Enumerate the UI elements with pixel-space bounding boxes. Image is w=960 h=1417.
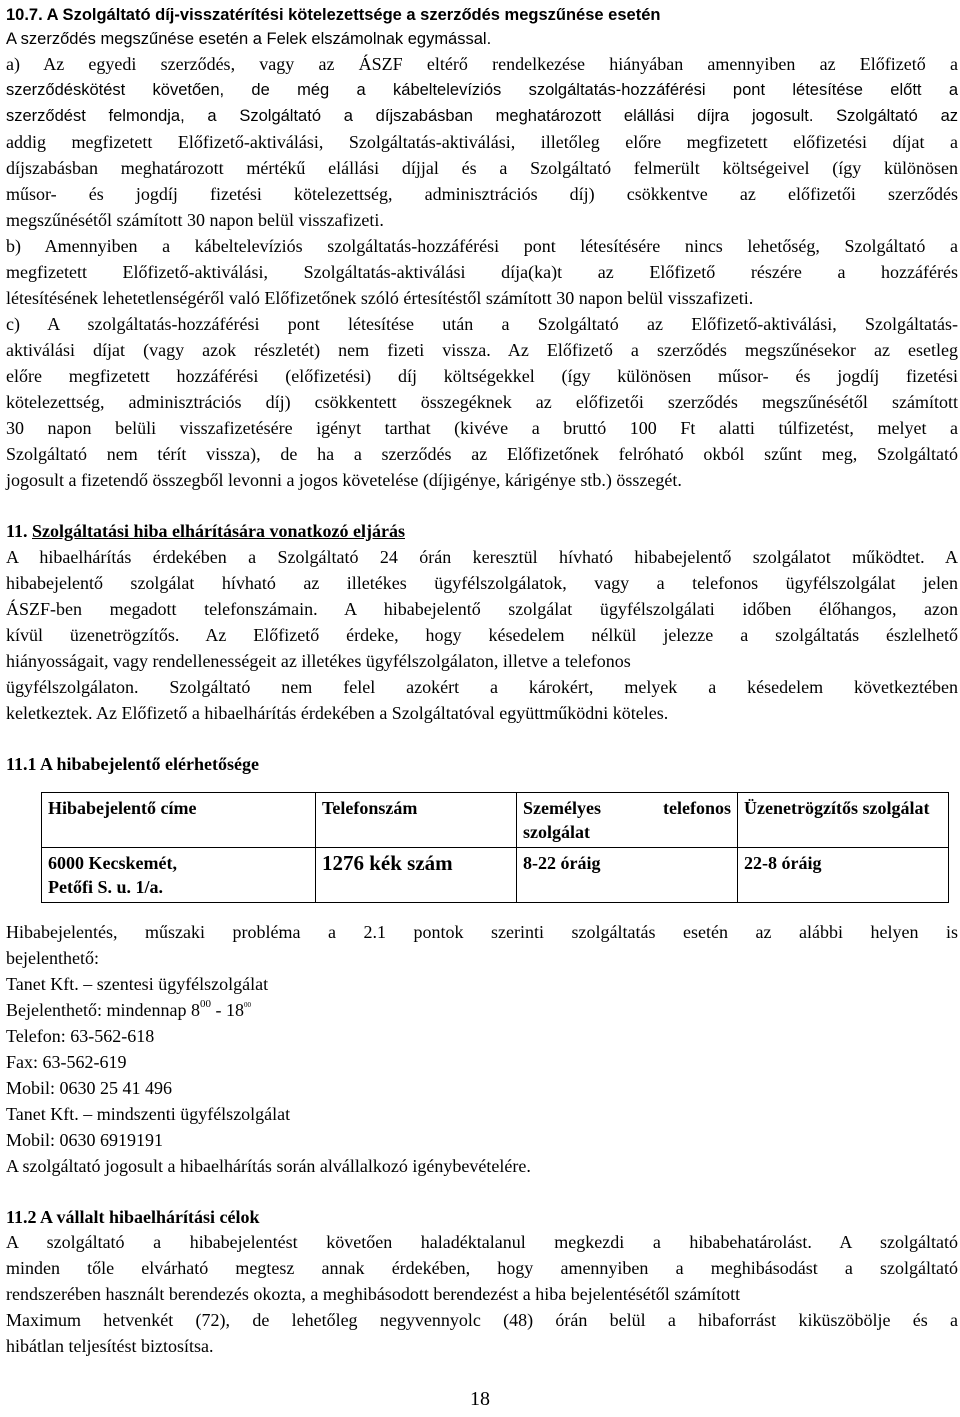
contact-line: Telefon: 63-562-618: [6, 1026, 155, 1046]
table-header-cell: Üzenetrögzítős szolgálat: [738, 793, 949, 848]
paragraph-line: addig megfizetett Előfizető-aktiválási, Szolgáltatás-aktiválási, illetőleg előre megfizetett előfizetési díjat a: [6, 132, 958, 152]
address-line: Petőfi S. u. 1/a.: [48, 877, 163, 897]
hours-start-sup: 00: [199, 998, 211, 1010]
address-line: 6000 Kecskemét,: [48, 853, 177, 873]
paragraph-line: szerződéskötést követően, de még a kábeltelevíziós szolgáltatás-hozzáférési pont létesítése előtt a: [6, 81, 958, 99]
section-title: Szolgáltatási hiba elhárítására vonatkozó eljárás: [32, 521, 405, 541]
contact-table: [41, 792, 949, 903]
table-cell-address: [42, 848, 316, 903]
paragraph-line: A hibaelhárítás érdekében a Szolgáltató 24 órán keresztül hívható hibabejelentő szolgálatot működtet. A: [6, 547, 958, 567]
paragraph-line: Maximum hetvenkét (72), de lehetőleg negyvennyolc (48) órán belül a hibaforrást kiküszöbölje és a: [6, 1310, 958, 1330]
paragraph-line: rendszerében használt berendezés okozta, a meghibásodott berendezést a hiba bejelentésétől számított: [6, 1284, 741, 1304]
paragraph-line: a) Az egyedi szerződés, vagy az ÁSZF eltérő rendelkezése hiányában amennyiben az Előfizető a: [6, 54, 958, 74]
table-header-cell: Hibabejelentő címe: [42, 793, 316, 848]
table-cell-personal: 8-22 óráig: [517, 848, 738, 903]
table-cell-phone: 1276 kék szám: [316, 848, 517, 903]
paragraph-line: 30 napon belüli visszafizetésére igényt tarthat (kivéve a bruttó 100 Ft alatti túlfizetést, melyet a: [6, 418, 958, 438]
contact-line: Tanet Kft. – mindszenti ügyfélszolgálat: [6, 1104, 291, 1124]
section-heading-10-7: 10.7. A Szolgáltató díj-visszatérítési kötelezettsége a szerződés megszűnése esetén: [6, 6, 661, 24]
paragraph-line: díjszabásban meghatározott mértékű elállási díjjal és a Szolgáltató felmerült költségeivel (így különösen: [6, 158, 958, 178]
paragraph-line: jogosult a fizetendő összegből levonni a jogos követelése (díjigénye, kárigénye stb.) összegét.: [6, 470, 682, 490]
paragraph-line: A szolgáltató a hibabejelentést követően haladéktalanul megkezdi a hibabehatárolást. A szolgáltató: [6, 1232, 958, 1252]
contact-line: Tanet Kft. – szentesi ügyfélszolgálat: [6, 974, 269, 994]
paragraph-line: b) Amennyiben a kábeltelevíziós szolgáltatás-hozzáférési pont létesítésére nincs lehetőség, Szolgáltató a: [6, 236, 958, 256]
paragraph-line: keletkeztek. Az Előfizető a hibaelhárítás érdekében a Szolgáltatóval együttműködni köteles.: [6, 703, 669, 723]
table-cell-recorder: 22-8 óráig: [738, 848, 949, 903]
hours-line: [6, 997, 958, 1023]
paragraph-line: műsor- és jogdíj fizetési kötelezettség, adminisztrációs díj) csökkentve az előfizetői szerződés: [6, 184, 958, 204]
paragraph-line: ügyfélszolgálaton. Szolgáltató nem felel azokért a károkért, melyek a késedelem következtében: [6, 677, 958, 697]
hours-prefix: Bejelenthető: mindennap 8: [6, 1000, 200, 1020]
paragraph-line: bejelenthető:: [6, 948, 99, 968]
paragraph-line: létesítésének lehetetlenségéről való Előfizetőnek szóló értesítéstől számított 30 napon belül visszafizeti.: [6, 288, 754, 308]
paragraph-line: megfizetett Előfizető-aktiválási, Szolgáltatás-aktiválási díja(ka)t az Előfizető részére a hozzáférés: [6, 262, 958, 282]
paragraph-line: c) A szolgáltatás-hozzáférési pont létesítése után a Szolgáltató az Előfizető-aktiválási, Szolgáltatás-: [6, 314, 958, 334]
table-header-cell: Telefonszám: [316, 793, 517, 848]
paragraph-line: kötelezettség, adminisztrációs díj) csökkentett összegéknek az előfizetői szerződés megszűnésétől számított: [6, 392, 958, 412]
hours-end-sup: 00: [243, 1001, 251, 1009]
table-header-cell: Személyes telefonos szolgálat: [517, 793, 738, 848]
contact-line: Fax: 63-562-619: [6, 1052, 127, 1072]
paragraph-line: kívül üzenetrögzítős. Az Előfizető érdeke, hogy késedelem nélkül jelezze a szolgáltatás észlelhető: [6, 625, 958, 645]
section-intro: A szerződés megszűnése esetén a Felek elszámolnak egymással.: [6, 30, 492, 48]
paragraph-line: hibabejelentő szolgálat hívható az illetékes ügyfélszolgálatok, vagy a telefonos ügyfélszolgálat jelen: [6, 573, 958, 593]
table-row: [42, 848, 949, 903]
hours-middle: - 18: [210, 1000, 244, 1020]
paragraph-line: Hibabejelentés, műszaki probléma a 2.1 pontok szerinti szolgáltatás esetén az alábbi helyen is: [6, 922, 958, 942]
table-header-row: [42, 793, 949, 848]
section-heading-11: [6, 518, 958, 544]
section-heading-11-1: 11.1 A hibabejelentő elérhetősége: [6, 754, 259, 774]
paragraph-line: ÁSZF-ben megadott telefonszámain. A hibabejelentő szolgálat ügyfélszolgálati időben élőhangos, azon: [6, 599, 958, 619]
paragraph-line: szerződést felmondja, a Szolgáltató a díjszabásban meghatározott elállási díjra jogosult. Szolgáltató az: [6, 107, 958, 125]
paragraph-line: minden tőle elvárható megtesz annak érdekében, hogy amennyiben a meghibásodást a szolgáltató: [6, 1258, 958, 1278]
paragraph-line: aktiválási díjat (vagy azok részletét) nem fizeti vissza. Az Előfizető a szerződés megszűnésekor az esetleg: [6, 340, 958, 360]
paragraph-line: hibátlan teljesítést biztosítsa.: [6, 1336, 214, 1356]
paragraph-line: előre megfizetett hozzáférési (előfizetési) díj költségekkel (így különösen műsor- és jogdíj fizetési: [6, 366, 958, 386]
paragraph-line: megszűnésétől számított 30 napon belül visszafizeti.: [6, 210, 384, 230]
contact-line: A szolgáltató jogosult a hibaelhárítás során alvállalkozó igénybevételére.: [6, 1156, 531, 1176]
contact-line: Mobil: 0630 25 41 496: [6, 1078, 173, 1098]
page-number: 18: [470, 1388, 490, 1410]
section-heading-11-2: 11.2 A vállalt hibaelhárítási célok: [6, 1207, 260, 1227]
paragraph-line: Szolgáltató nem térít vissza), de ha a szerződés az Előfizetőnek felróható okból szűnt meg, Szolgáltató: [6, 444, 958, 464]
contact-line: Mobil: 0630 6919191: [6, 1130, 164, 1150]
section-number: 11.: [6, 521, 28, 541]
paragraph-line: hiányosságait, vagy rendellenességeit az illetékes ügyfélszolgálaton, illetve a telefonos: [6, 651, 631, 671]
